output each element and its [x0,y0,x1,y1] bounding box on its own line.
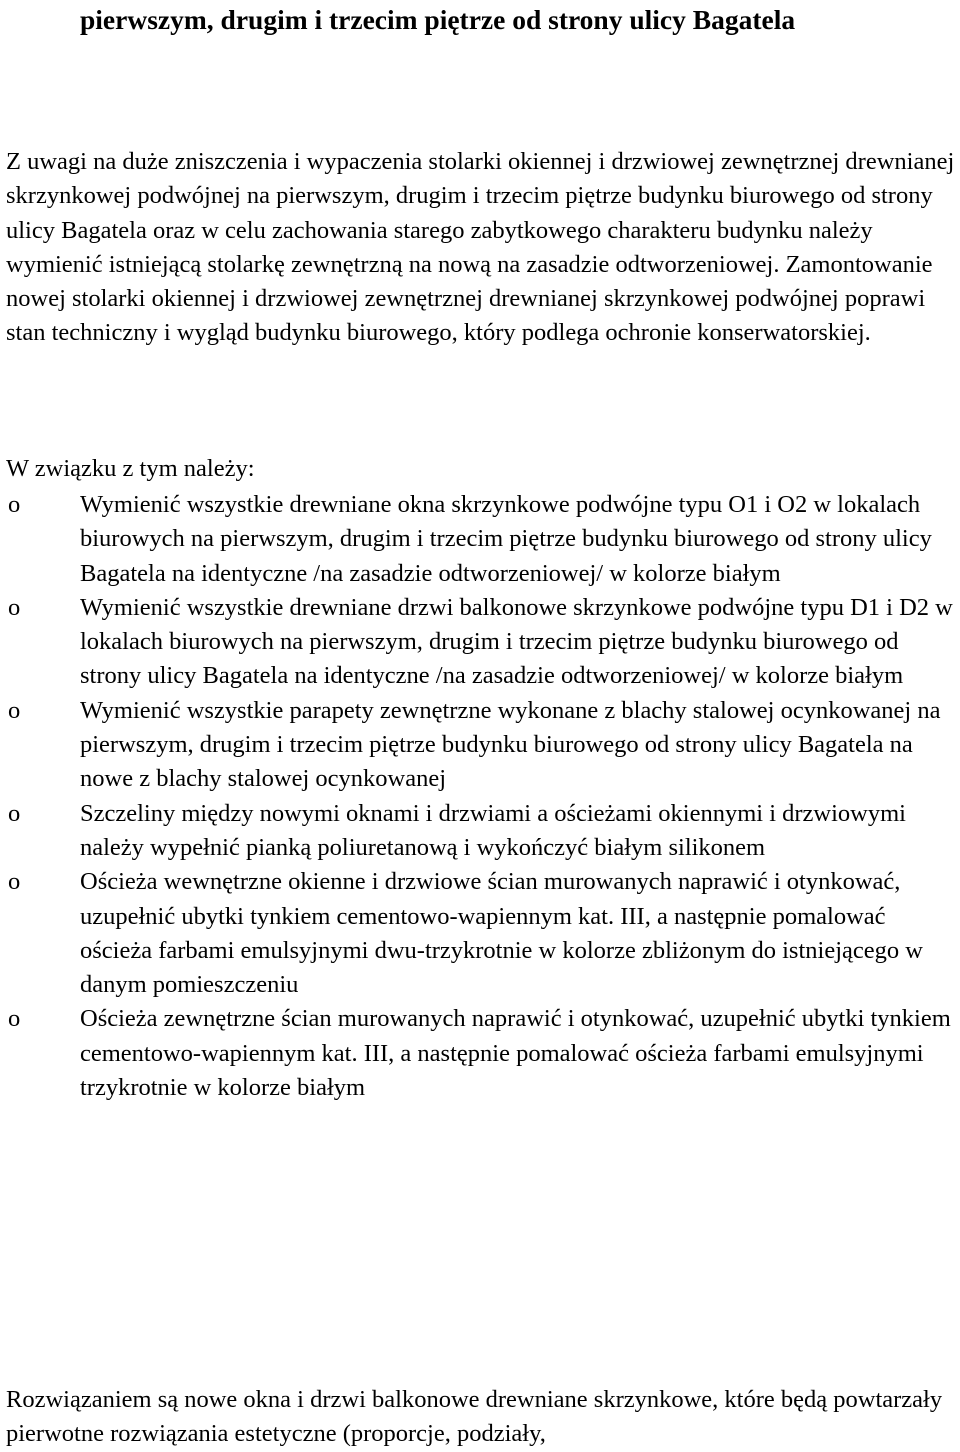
list-item-text: Wymienić wszystkie drewniane okna skrzynkowe podwójne typu O1 i O2 w lokalach biurowych na pierwszym, drugim i trzecim piętrze budynku biurowego od strony ulicy Bagatela na identyczne /na zasadzie odtworzeniowej/ w kolorze białym [80,491,932,587]
bullet-marker: o [8,868,21,896]
list-item [0,694,958,797]
bullet-marker: o [8,593,21,621]
list-item [0,1002,958,1105]
bullet-marker: o [8,799,21,827]
bullet-marker: o [8,491,21,518]
requirements-list [0,488,960,1105]
list-lead-text: W związku z tym należy: [6,455,255,482]
list-item-text: Ościeża zewnętrzne ścian murowanych naprawić i otynkować, uzupełnić ubytki tynkiem cementowo-wapiennym kat. III, a następnie pomalować ościeża farbami emulsyjnymi trzykrotnie w kolorze białym [80,1005,951,1102]
list-item [0,591,958,694]
intro-paragraph: Z uwagi na duże zniszczenia i wypaczenia stolarki okiennej i drzwiowej zewnętrznej drewnianej skrzynkowej podwójnej na pierwszym, drugim i trzecim piętrze budynku biurowego od strony ulicy Bagatela oraz w celu zachowania starego zabytkowego charakteru budynku należy wymienić istniejącą stolarkę zewnętrzną na nową na zasadzie odtworzeniowej. Zamontowanie nowej stolarki okiennej i drzwiowej zewnętrznej drewnianej skrzynkowej podwójnej poprawi stan techniczny i wygląd budynku biurowego, który podlega ochronie konserwatorskiej. [6,148,955,347]
section-heading: pierwszym, drugim i trzecim piętrze od strony ulicy Bagatela [80,4,796,35]
bullet-marker: o [8,696,21,724]
list-item-text: Wymienić wszystkie drewniane drzwi balkonowe skrzynkowe podwójne typu D1 i D2 w lokalach biurowych na pierwszym, drugim i trzecim piętrze budynku biurowego od strony ulicy Bagatela na identyczne /na zasadzie odtworzeniowej/ w kolorze białym [80,593,953,690]
bullet-marker: o [8,1005,21,1033]
closing-paragraph: Rozwiązaniem są nowe okna i drzwi balkonowe drewniane skrzynkowe, które będą powtarzały pierwotne rozwiązania estetyczne (proporcje, podziały, [6,1386,943,1448]
list-item [0,797,958,866]
list-item-text: Ościeża wewnętrzne okienne i drzwiowe ścian murowanych naprawić i otynkować, uzupełnić ubytki tynkiem cementowo-wapiennym kat. III, a następnie pomalować ościeża farbami emulsyjnymi dwu-trzykrotnie w kolorze zbliżonym do istniejącego w danym pomieszczeniu [80,868,923,999]
list-item-text: Szczeliny między nowymi oknami i drzwiami a ościeżami okiennymi i drzwiowymi należy wypełnić pianką poliuretanową i wykończyć białym silikonem [80,799,906,861]
list-item [0,488,958,591]
list-item-text: Wymienić wszystkie parapety zewnętrzne wykonane z blachy stalowej ocynkowanej na pierwszym, drugim i trzecim piętrze budynku biurowego od strony ulicy Bagatela na nowe z blachy stalowej ocynkowanej [80,696,941,793]
list-item [0,865,958,1002]
